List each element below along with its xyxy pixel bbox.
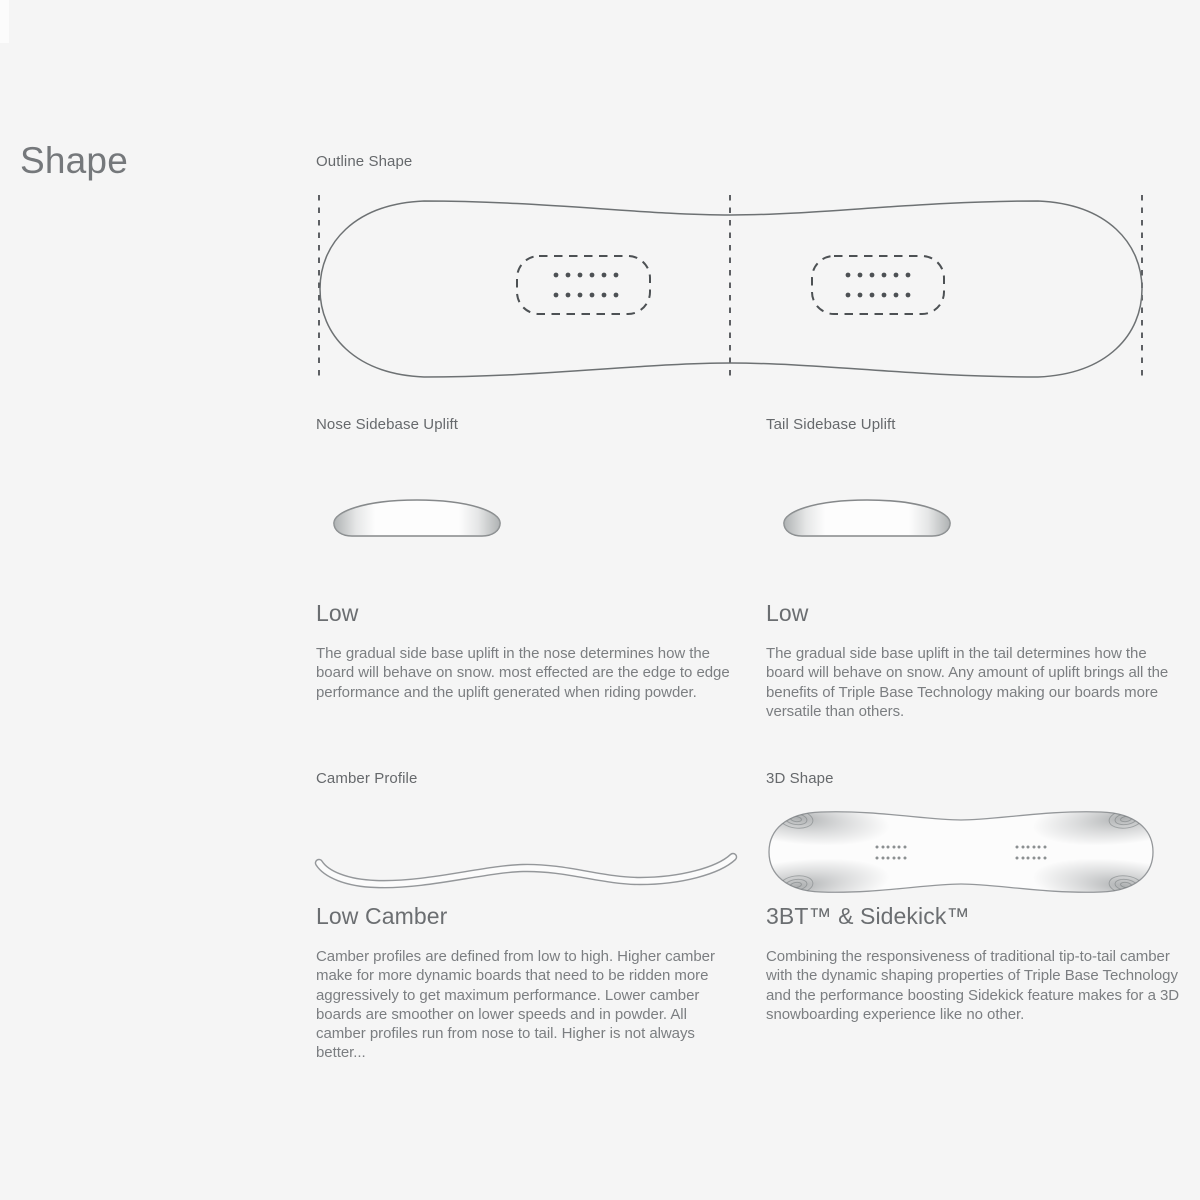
- outline-shape-diagram: [314, 192, 1148, 388]
- camber-heading: Low Camber: [316, 903, 448, 929]
- board-outline-path: [320, 201, 1142, 377]
- page-title: Shape: [20, 140, 128, 181]
- title-accent-bar: [0, 0, 9, 43]
- camber-profile-diagram: [314, 850, 738, 896]
- nose-uplift-diagram: [332, 497, 502, 541]
- tail-uplift-diagram: [782, 497, 952, 541]
- camber-body: Camber profiles are defined from low to high. Higher camber make for more dynamic boards that need to be ridden more aggressively to get maximum performance. Lower camber boards are smoother on lower speeds and in powder. All camber profiles run from nose to tail. Higher is not always better...: [316, 948, 715, 1062]
- nose-uplift-label: Nose Sidebase Uplift: [316, 416, 459, 433]
- 3d-shape-heading: 3BT™ & Sidekick™: [766, 903, 970, 929]
- rear-insert-pack-outline: [812, 256, 944, 314]
- outline-shape-label: Outline Shape: [316, 153, 413, 170]
- tail-uplift-heading: Low: [766, 600, 809, 626]
- nose-uplift-body: The gradual side base uplift in the nose determines how the board will behave on snow. most effected are the edge to edge performance and the uplift generated when riding powder.: [316, 645, 730, 701]
- tail-uplift-body: The gradual side base uplift in the tail determines how the board will behave on snow. Any amount of uplift brings all the benefits of Triple Base Technology making our boards more versatile than others.: [766, 645, 1169, 720]
- 3d-shape-label: 3D Shape: [766, 770, 834, 787]
- front-insert-pack-outline: [517, 256, 650, 314]
- nose-uplift-heading: Low: [316, 600, 359, 626]
- front-insert-dots: [554, 273, 619, 298]
- tail-uplift-label: Tail Sidebase Uplift: [766, 416, 896, 433]
- camber-profile-label: Camber Profile: [316, 770, 418, 787]
- rear-insert-dots: [846, 273, 911, 298]
- 3d-shape-body: Combining the responsiveness of traditional tip-to-tail camber with the dynamic shaping properties of Triple Base Technology and the performance boosting Sidekick feature makes for a 3D snowboarding experience like no other.: [766, 948, 1180, 1023]
- 3d-shape-diagram: [766, 806, 1156, 898]
